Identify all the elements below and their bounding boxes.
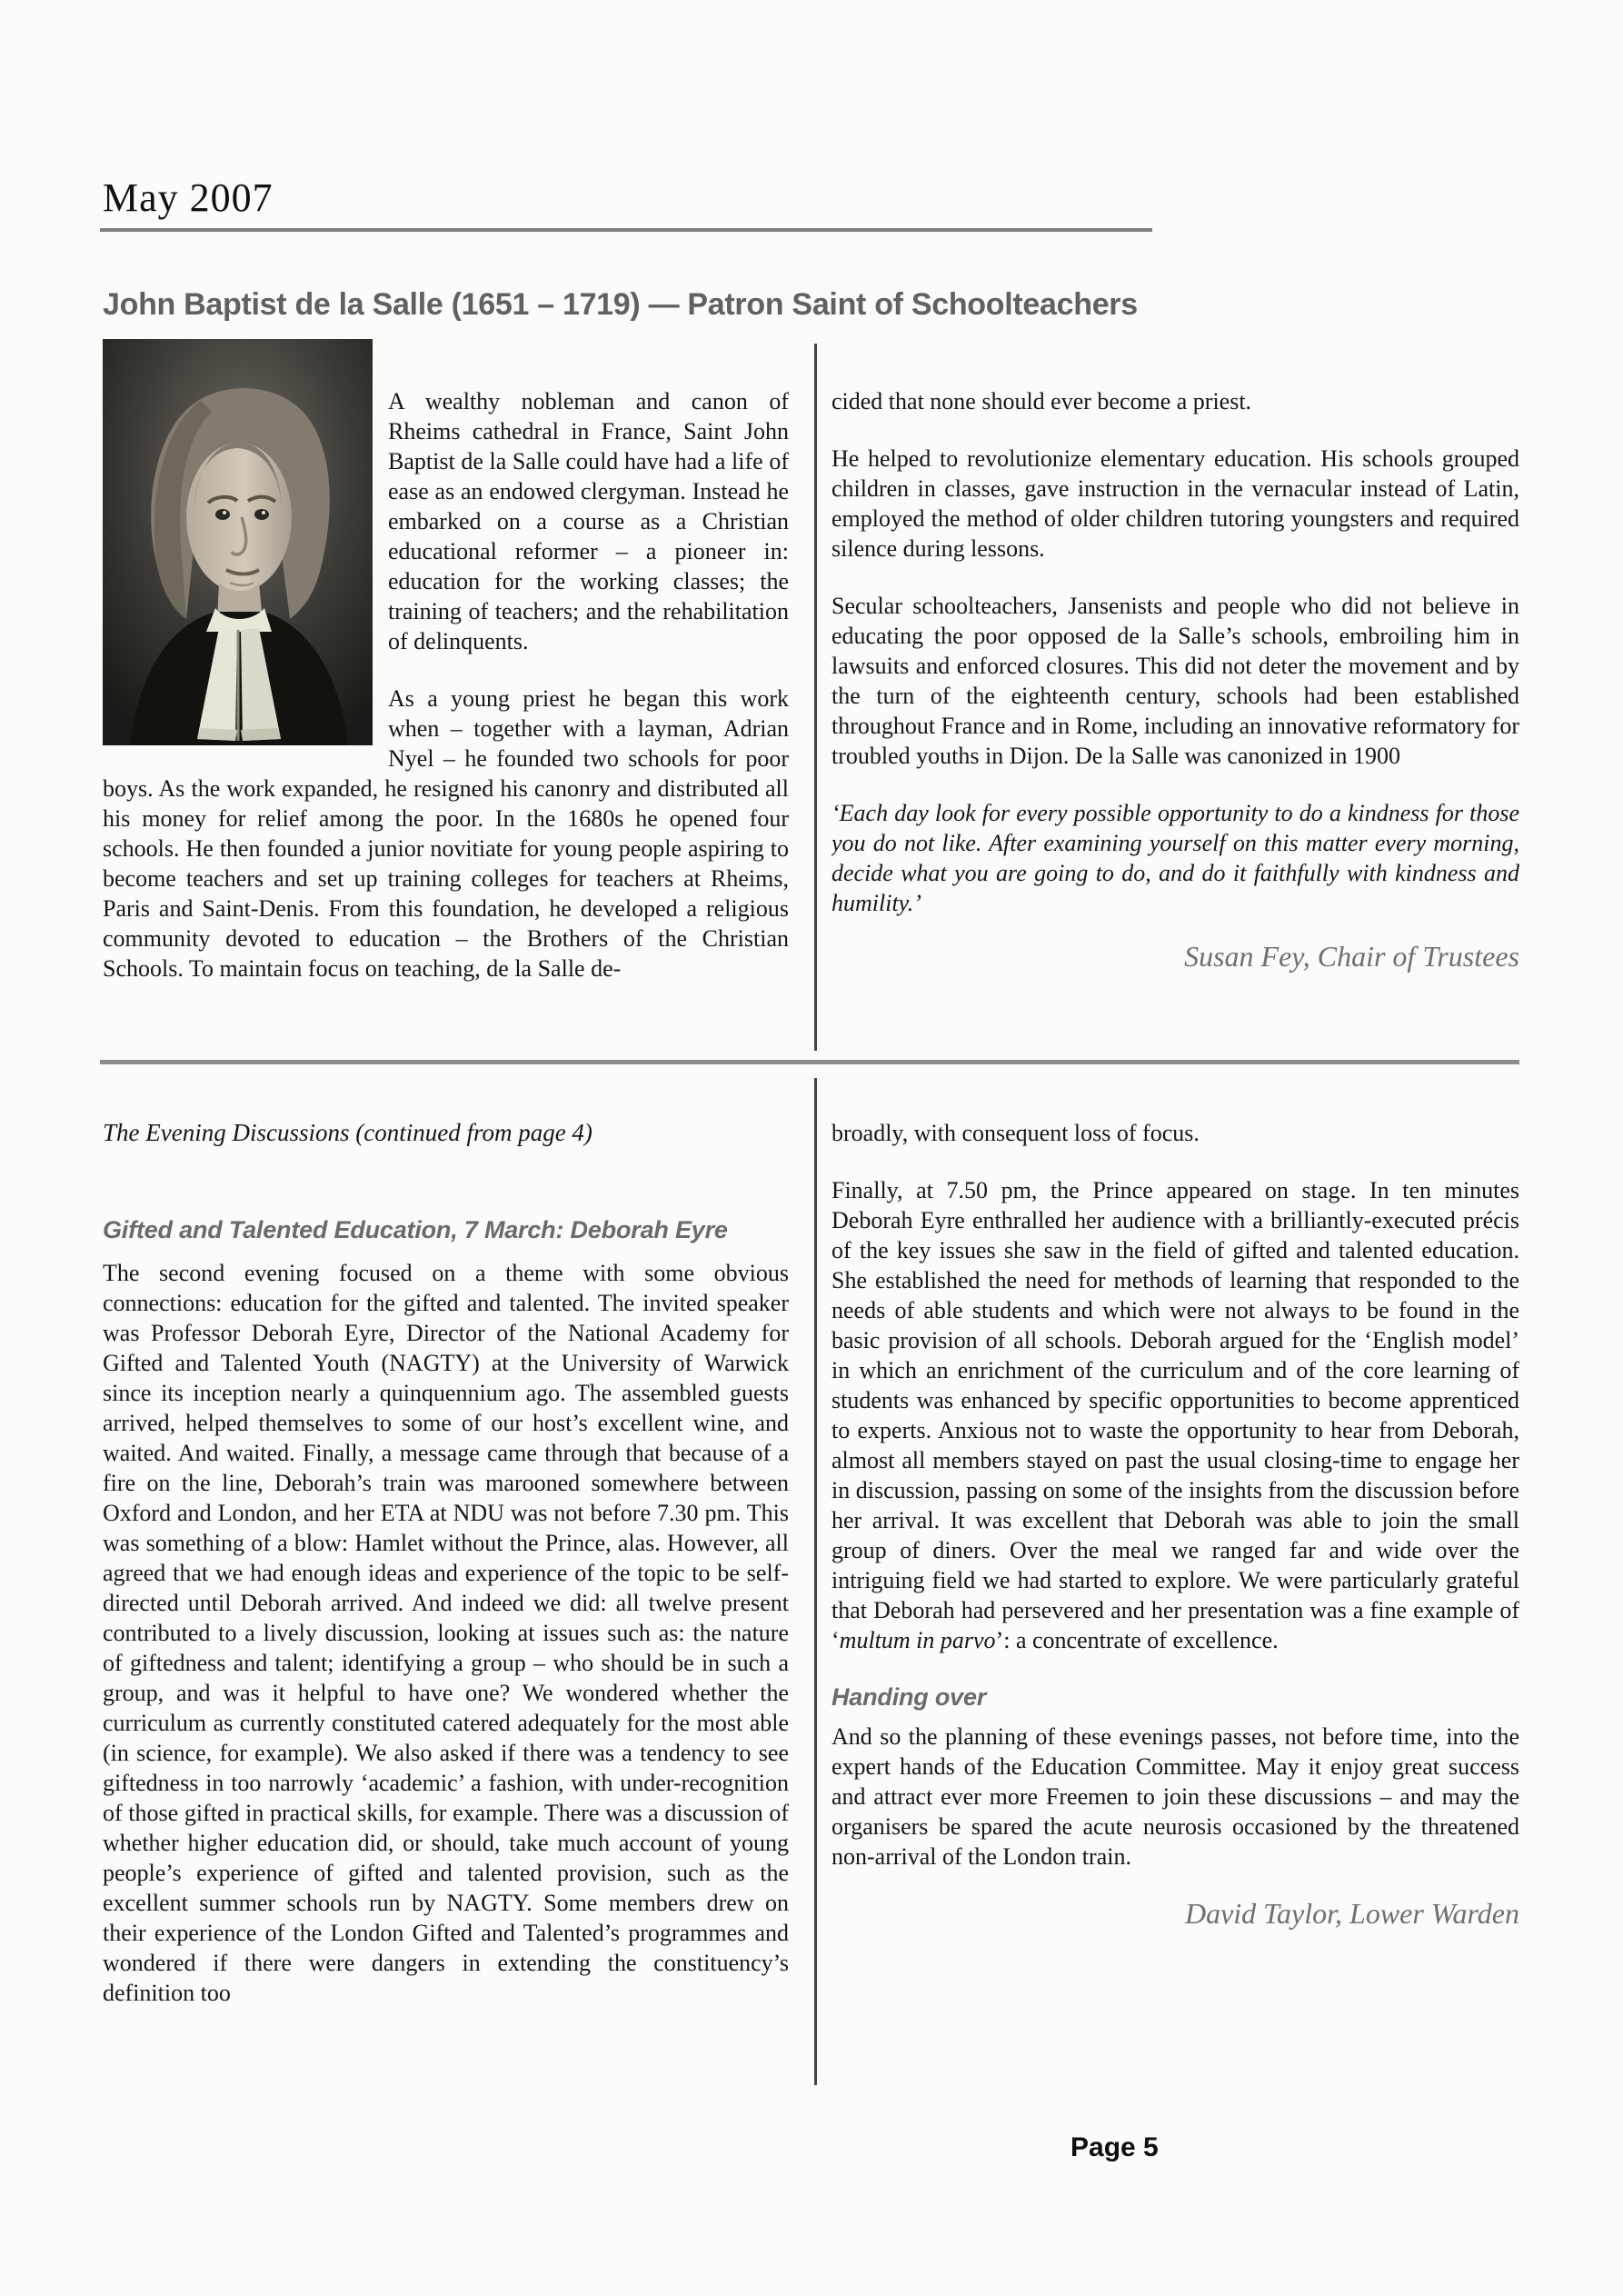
article2-left-paragraph-1: The second evening focused on a theme with some obvious connections: education for the gifted and talented. The invited speaker was Professor Deborah Eyre, Director of the National Academy for Gifted and Talented Youth (NAGTY) at the University of Warwick since its inception nearly a quinquennium ago. The assembled guests arrived, helped themselves to some of our host’s excellent wine, and waited. And waited. Finally, a message came through that because of a fire on the line, Deborah’s train was marooned somewhere between Oxford and London, and her ETA at NDU was not before 7.30 pm. This was something of a blow: Hamlet without the Prince, alas. However, all agreed that we had enough ideas and experience of the topic to be self-directed until Deborah arrived. And indeed we did: all twelve present contributed to a lively discussion, looking at issues such as: the nature of giftedness and talent; identifying a group – who should be in such a group, and was it helpful to have one? We wondered whether the curriculum as currently constituted catered adequately for the most able (in science, for example). We also asked if there was a tendency to see giftedness in too narrowly ‘academic’ a fashion, with under-recognition of those gifted in practical skills, for example. There was a discussion of whether higher education did, or should, take much account of young people’s experience of gifted and talented provision, such as the excellent summer schools run by NAGTY. Some members drew on their experience of the London Gifted and Talented’s programmes and wondered if there were dangers in extending the constituency’s definition too — [103, 1260, 789, 2006]
paragraph-text: Finally, at 7.50 pm, the Prince appeared on stage. In ten minutes Deborah Eyre enthralled her audience with a brilliantly-executed précis of the key issues she saw in the field of gifted and talented education. She established the need for methods of learning that responded to the needs of able students and which were not always to be found in the basic provision of all schools. Deborah argued for the ‘English model’ in which an enrichment of the curriculum and of the core learning of students was enhanced by specific opportunities to become apprenticed to experts. Anxious not to waste the opportunity to hear from Deborah, almost all members stayed on past the usual closing-time to engage her in discussion, passing on some of the insights from the discussion before her arrival. It was excellent that Deborah was able to join the small group of diners. Over the meal we ranged far and wide over the intriguing field we had started to explore. We were particularly grateful that Deborah had persevered and her presentation was a fine example of ‘ — [831, 1177, 1519, 1653]
article2-continuation-note: The Evening Discussions (continued from page 4) — [103, 1119, 592, 1146]
page-number: Page 5 — [1070, 2132, 1159, 2162]
article1-left-column — [103, 339, 789, 1057]
portrait-image — [103, 339, 373, 745]
article1-signature: Susan Fey, Chair of Trustees — [1184, 940, 1519, 973]
article2-heading: Gifted and Talented Education, 7 March: Deborah Eyre — [103, 1216, 728, 1243]
article1-right-paragraph-3: Secular schoolteachers, Jansenists and people who did not believe in educating the poor opposed de la Salle’s schools, embroiling him in lawsuits and enforced closures. This did not deter the movement and by the turn of the eighteenth century, schools had been established throughout France and in Rome, including an innovative reformatory for troubled youths in Dijon. De la Salle was canonized in 1900 — [831, 593, 1519, 769]
article2-right-column — [831, 1118, 1519, 2085]
article2-right-paragraph-1: broadly, with consequent loss of focus. — [831, 1120, 1200, 1146]
article1-right-paragraph-1: cided that none should ever become a priest. — [831, 388, 1252, 414]
article1-left-paragraph-1: A wealthy nobleman and canon of Rheims cathedral in France, Saint John Baptist de la Salle could have had a life of ease as an endowed clergyman. Instead he embarked on a course as a Christian educational reformer – a pioneer in: education for the working classes; the training of teachers; and the rehabilitation of delinquents. — [388, 388, 789, 654]
article2-column-divider — [814, 1078, 817, 2085]
article1-right-column — [831, 339, 1519, 1055]
article2-signature: David Taylor, Lower Warden — [1184, 1897, 1519, 1930]
article1-right-paragraph-2: He helped to revolutionize elementary education. His schools grouped children in classes, gave instruction in the vernacular instead of Latin, employed the method of older children tutoring youngsters and required silence during lessons. — [831, 445, 1519, 562]
article1-quote: ‘Each day look for every possible opportunity to do a kindness for those you do not like. After examining yourself on this matter every morning, decide what you are going to do, and do it faithfully with kindness and humility.’ — [831, 800, 1519, 916]
article2-right-paragraph-3: And so the planning of these evenings passes, not before time, into the expert hands of the Education Committee. May it enjoy great success and attract ever more Freemen to join these discussions – and may the organisers be spared the acute neurosis occasioned by the threatened non-arrival of the London train. — [831, 1723, 1519, 1870]
issue-date: May 2007 — [103, 175, 274, 220]
paragraph-text: ’: a concentrate of excellence. — [995, 1627, 1279, 1653]
article2-right-paragraph-2 — [831, 1175, 1519, 1655]
article1-column-divider — [814, 344, 817, 1051]
article2-left-column — [103, 1118, 789, 2100]
latin-phrase: multum in parvo — [839, 1627, 996, 1653]
article1-left-paragraph-2: As a young priest he began this work when – together with a layman, Adrian Nyel – he founded two schools for poor boys. As the work expanded, he resigned his canonry and distributed all his money for relief among the poor. In the 1680s he opened four schools. He then founded a junior novitiate for young people aspiring to become teachers and set up training colleges for teachers at Rheims, Paris and Saint-Denis. From this foundation, he developed a religious community devoted to education – the Brothers of the Christian Schools. To maintain focus on teaching, de la Salle de- — [103, 685, 789, 982]
header-rule — [100, 228, 1152, 232]
article1-title: John Baptist de la Salle (1651 – 1719) — Patron Saint of Schoolteachers — [103, 287, 1138, 322]
section-divider-rule — [100, 1060, 1519, 1064]
article2-subheading-handing-over: Handing over — [831, 1683, 987, 1711]
